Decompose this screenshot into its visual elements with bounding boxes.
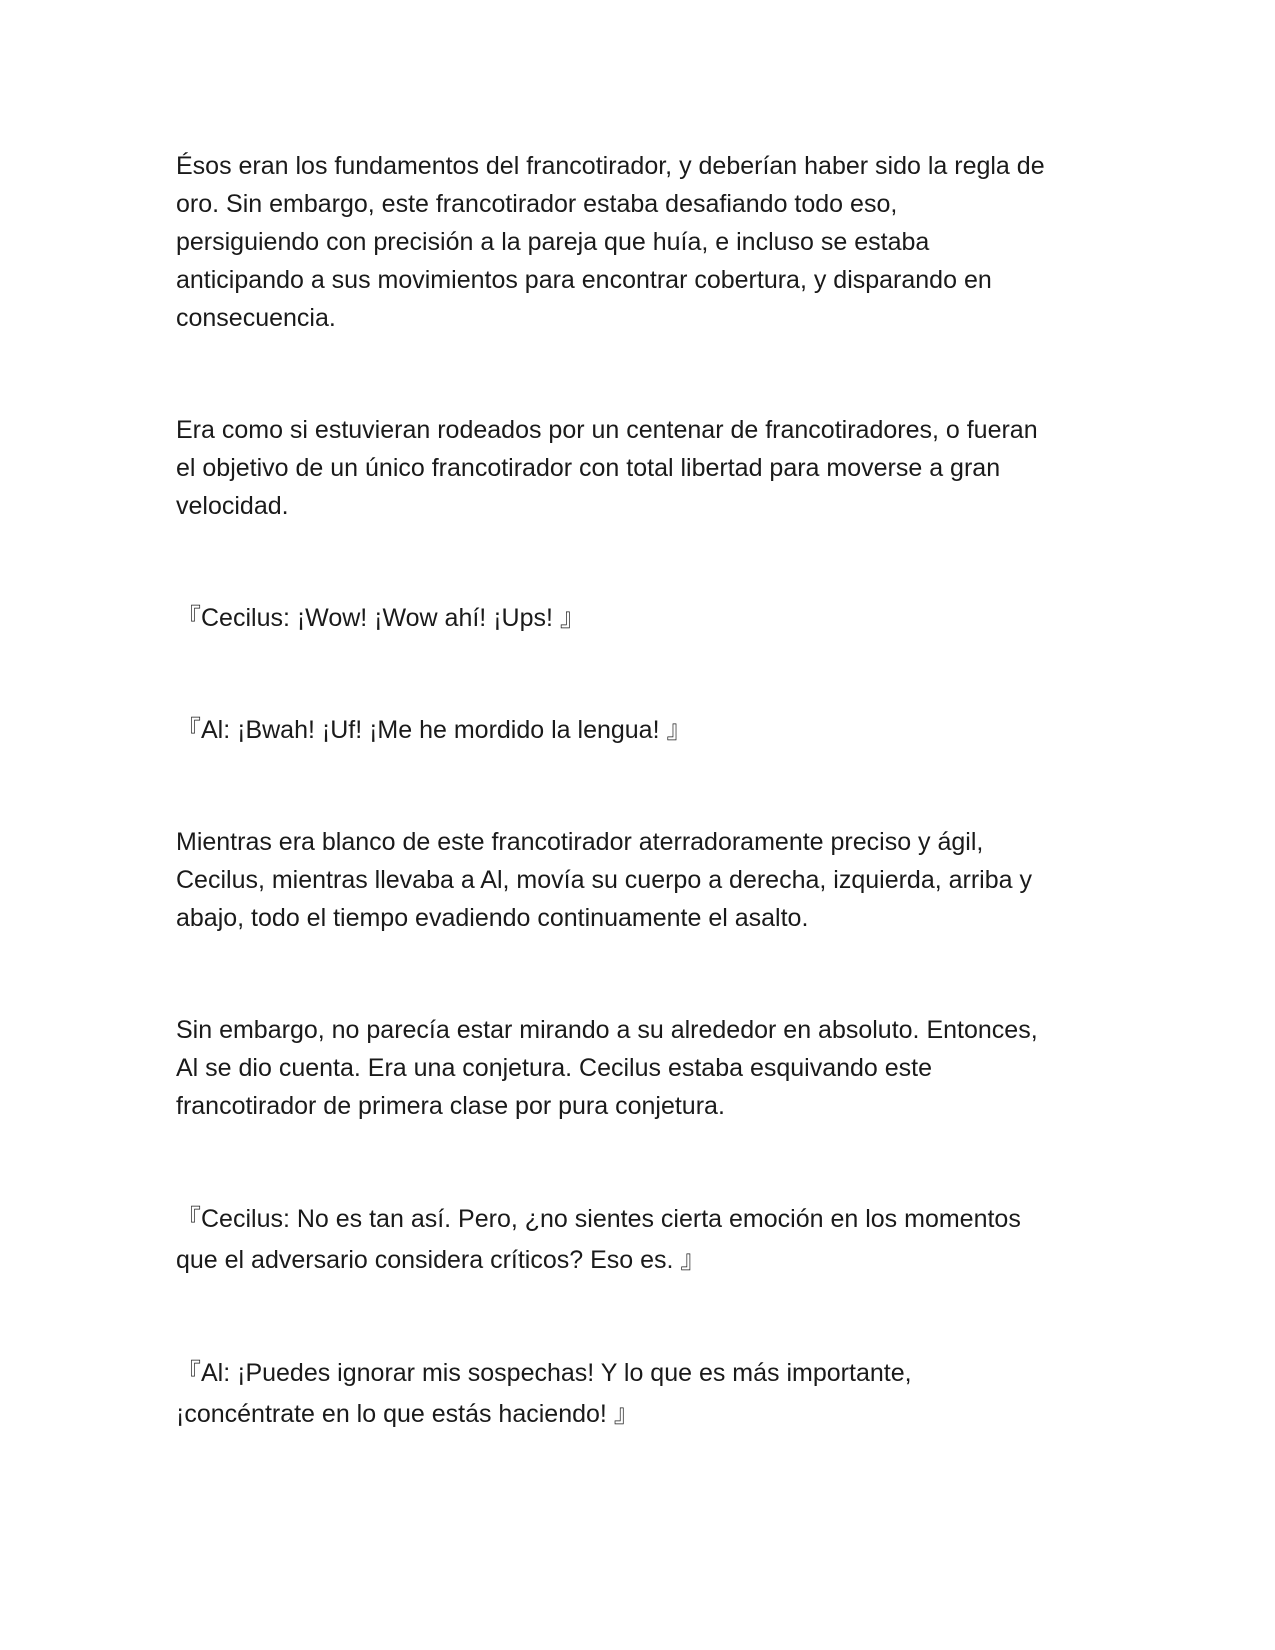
paragraph-4: Sin embargo, no parecía estar mirando a su alrededor en absoluto. Entonces, Al se dio cuenta. Era una conjetura. Cecilus estaba esquivando este francotirador de primera clase por pura conjetura. [176,1016,1038,1120]
paragraph-2: Era como si estuvieran rodeados por un centenar de francotiradores, o fueran el objetivo de un único francotirador con total libertad para moverse a gran velocidad. [176,416,1038,520]
paragraph-1: Ésos eran los fundamentos del francotirador, y deberían haber sido la regla de oro. Sin embargo, este francotirador estaba desafiando todo eso, persiguiendo con precisión a la pareja que huía, e incluso se estaba anticipando a sus movimientos para encontrar cobertura, y disparando en consecuencia. [176,152,1045,332]
dialogue-al-1: 『Al: ¡Bwah! ¡Uf! ¡Me he mordido la lengua! 』 [176,716,692,744]
paragraph-3: Mientras era blanco de este francotirador aterradoramente preciso y ágil, Cecilus, mientras llevaba a Al, movía su cuerpo a derecha, izquierda, arriba y abajo, todo el tiempo evadiendo continuamente el asalto. [176,828,1032,932]
dialogue-cecilus-2: 『Cecilus: No es tan así. Pero, ¿no sientes cierta emoción en los momentos que el adversario considera críticos? Eso es. 』 [176,1205,1021,1274]
dialogue-al-2: 『Al: ¡Puedes ignorar mis sospechas! Y lo que es más importante, ¡concéntrate en lo que estás haciendo! 』 [176,1359,912,1428]
dialogue-cecilus-1: 『Cecilus: ¡Wow! ¡Wow ahí! ¡Ups! 』 [176,604,585,632]
